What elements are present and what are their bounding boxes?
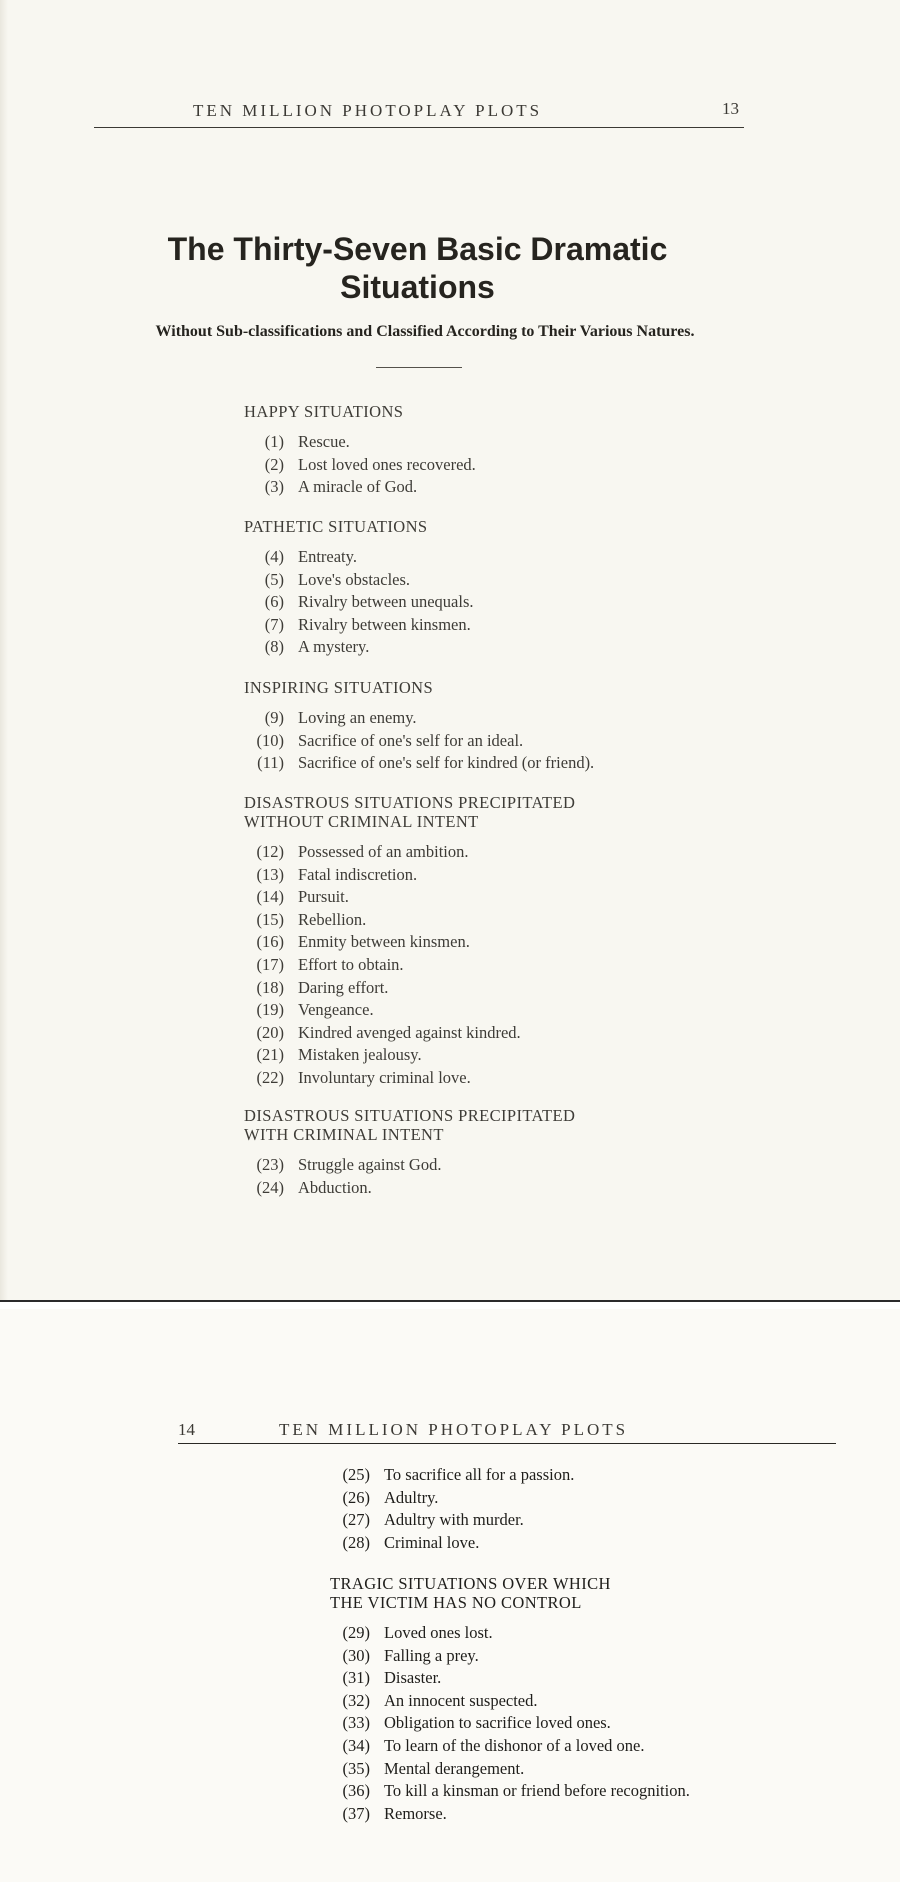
section-heading: PATHETIC SITUATIONS (244, 517, 428, 536)
list-item (244, 546, 474, 569)
section-disastrous-with-intent (244, 1106, 575, 1199)
item-number: (24) (256, 1177, 284, 1197)
item-text: Involuntary criminal love. (298, 1067, 471, 1087)
item-list (244, 841, 575, 1090)
item-list (244, 546, 474, 659)
item-text: Lost loved ones recovered. (298, 454, 476, 474)
item-text: Loved ones lost. (384, 1623, 493, 1642)
item-number: (28) (342, 1532, 370, 1552)
item-text: To sacrifice all for a passion. (384, 1465, 575, 1484)
item-text: Obligation to sacrifice loved ones. (384, 1713, 611, 1733)
list-item (244, 1044, 575, 1067)
item-text: Rebellion. (298, 909, 367, 929)
item-text: Struggle against God. (298, 1155, 442, 1174)
item-number: (31) (342, 1668, 370, 1688)
list-item (244, 569, 474, 592)
item-number: (17) (256, 954, 284, 974)
list-item (244, 1022, 575, 1045)
ornament-rule (376, 367, 462, 368)
item-text: Mental derangement. (384, 1758, 525, 1778)
item-text: Disaster. (384, 1668, 442, 1688)
section-pathetic (244, 517, 474, 659)
item-text: Fatal indiscretion. (298, 864, 418, 884)
item-number: (3) (264, 477, 284, 497)
section-disastrous-without-intent (244, 793, 575, 1090)
item-text: Sacrifice of one's self for kindred (or friend). (298, 753, 595, 773)
running-head: TEN MILLION PHOTOPLAY PLOTS (193, 101, 543, 120)
list-item (244, 730, 594, 753)
list-item (244, 886, 575, 909)
item-text: A mystery. (298, 637, 370, 657)
list-item (244, 864, 575, 887)
item-text: A miracle of God. (298, 477, 418, 497)
list-item (244, 841, 575, 864)
item-number: (22) (256, 1067, 284, 1087)
list-item (330, 1690, 690, 1713)
item-list (244, 431, 476, 499)
item-number: (27) (342, 1510, 370, 1530)
item-text: Sacrifice of one's self for an ideal. (298, 730, 524, 750)
item-text: Enmity between kinsmen. (298, 932, 470, 952)
item-number: (21) (256, 1045, 284, 1065)
item-number: (19) (256, 1000, 284, 1020)
header-rule (94, 127, 744, 128)
item-list (244, 707, 594, 775)
page-number: 13 (722, 99, 739, 118)
item-number: (12) (256, 842, 284, 861)
section-heading-line-2: WITHOUT CRIMINAL INTENT (244, 812, 479, 831)
item-number: (2) (264, 454, 284, 474)
list-item (244, 591, 474, 614)
item-text: To learn of the dishonor of a loved one. (384, 1735, 645, 1755)
item-number: (25) (342, 1465, 370, 1484)
item-list (244, 1154, 575, 1199)
section-inspiring (244, 678, 594, 775)
item-number: (6) (264, 592, 284, 612)
item-number: (15) (256, 909, 284, 929)
list-item (330, 1509, 574, 1532)
item-number: (11) (257, 753, 284, 773)
list-item (244, 977, 575, 1000)
list-item (244, 1177, 575, 1200)
page-number: 14 (178, 1420, 195, 1439)
header-rule (178, 1443, 836, 1444)
item-text: Effort to obtain. (298, 954, 404, 974)
list-item (244, 931, 575, 954)
item-text: Kindred avenged against kindred. (298, 1022, 521, 1042)
list-item (330, 1645, 690, 1668)
section-heading-line-2: WITH CRIMINAL INTENT (244, 1125, 444, 1144)
list-item (330, 1622, 690, 1645)
list-item (330, 1712, 690, 1735)
section-heading-line-2: THE VICTIM HAS NO CONTROL (330, 1593, 582, 1612)
item-text: Mistaken jealousy. (298, 1045, 422, 1065)
binding-shadow (0, 0, 8, 1300)
item-number: (30) (342, 1645, 370, 1665)
item-text: Adultry with murder. (384, 1510, 524, 1530)
list-item (244, 636, 474, 659)
item-number: (14) (256, 887, 284, 907)
item-text: Rivalry between unequals. (298, 592, 474, 612)
list-item (244, 431, 476, 454)
subtitle: Without Sub-classifications and Classified According to Their Various Natures. (155, 323, 695, 340)
item-text: Rescue. (298, 432, 350, 451)
item-number: (13) (256, 864, 284, 884)
item-number: (5) (264, 569, 284, 589)
item-text: Loving an enemy. (298, 708, 417, 727)
item-text: Love's obstacles. (298, 569, 411, 589)
item-text: Abduction. (298, 1177, 372, 1197)
page-14 (0, 1309, 900, 1882)
list-item (330, 1487, 574, 1510)
section-heading-line-1: DISASTROUS SITUATIONS PRECIPITATED (244, 1106, 576, 1125)
item-number: (29) (342, 1623, 370, 1642)
item-text: Entreaty. (298, 547, 357, 566)
list-item (330, 1735, 690, 1758)
item-number: (37) (342, 1803, 370, 1823)
list-item (244, 707, 594, 730)
list-item (244, 454, 476, 477)
item-text: Possessed of an ambition. (298, 842, 469, 861)
continued-list (330, 1464, 574, 1554)
item-number: (4) (264, 547, 284, 566)
item-text: Daring effort. (298, 977, 389, 997)
item-number: (35) (342, 1758, 370, 1778)
item-text: Pursuit. (298, 887, 349, 907)
section-heading: INSPIRING SITUATIONS (244, 678, 434, 697)
list-item (244, 999, 575, 1022)
list-item (244, 752, 594, 775)
list-item (244, 909, 575, 932)
item-text: Remorse. (384, 1803, 447, 1823)
list-item (330, 1803, 690, 1826)
list-item (330, 1532, 574, 1555)
section-heading-line-1: TRAGIC SITUATIONS OVER WHICH (330, 1574, 611, 1593)
item-text: To kill a kinsman or friend before recognition. (384, 1781, 690, 1801)
list-item (330, 1780, 690, 1803)
section-tragic (330, 1574, 690, 1825)
item-number: (8) (264, 637, 284, 657)
item-number: (7) (264, 614, 284, 634)
item-number: (23) (256, 1155, 284, 1174)
item-number: (16) (256, 932, 284, 952)
running-head: TEN MILLION PHOTOPLAY PLOTS (279, 1420, 629, 1439)
list-item (330, 1758, 690, 1781)
list-item (244, 1067, 575, 1090)
list-item (330, 1464, 574, 1487)
page-divider (0, 1300, 900, 1302)
item-text: Falling a prey. (384, 1645, 479, 1665)
item-number: (20) (256, 1022, 284, 1042)
title-line-2: Situations (340, 269, 495, 305)
item-text: Criminal love. (384, 1532, 480, 1552)
item-text: Rivalry between kinsmen. (298, 614, 471, 634)
list-item (244, 1154, 575, 1177)
item-text: An innocent suspected. (384, 1690, 538, 1710)
section-happy (244, 402, 476, 499)
list-item (244, 614, 474, 637)
item-number: (32) (342, 1690, 370, 1710)
page-title (95, 230, 740, 306)
item-number: (26) (342, 1487, 370, 1507)
item-number: (36) (342, 1781, 370, 1801)
item-number: (1) (264, 432, 284, 451)
item-list (330, 1622, 690, 1825)
list-item (330, 1667, 690, 1690)
item-number: (9) (264, 708, 284, 727)
item-text: Adultry. (384, 1487, 439, 1507)
title-line-1: The Thirty-Seven Basic Dramatic (167, 231, 668, 267)
list-item (244, 954, 575, 977)
item-number: (34) (342, 1735, 370, 1755)
item-number: (10) (256, 730, 284, 750)
item-number: (33) (342, 1713, 370, 1733)
section-heading-line-1: DISASTROUS SITUATIONS PRECIPITATED (244, 793, 576, 812)
item-number: (18) (256, 977, 284, 997)
item-text: Vengeance. (298, 1000, 374, 1020)
section-heading: HAPPY SITUATIONS (244, 402, 404, 421)
list-item (244, 476, 476, 499)
